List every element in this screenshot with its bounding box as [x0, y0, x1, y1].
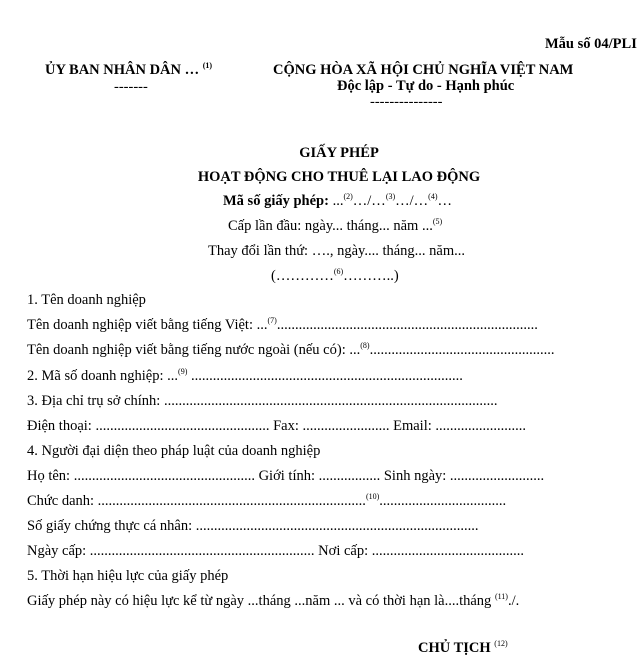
- license-code-line: [223, 193, 452, 210]
- section-1-foreign-text: Tên doanh nghiệp viết bằng tiếng nước ngoài (nếu có): ...: [27, 342, 361, 358]
- section-5-end: ./.: [507, 593, 520, 609]
- license-code-label: Mã số giấy phép:: [223, 193, 329, 209]
- license-code-part: …: [437, 193, 452, 209]
- authority-note: (1): [202, 61, 213, 71]
- note-4: (4): [428, 192, 438, 202]
- section-5-text: Giấy phép này có hiệu lực kể từ ngày ...tháng ...năm ... và có thời hạn là....tháng: [27, 593, 495, 609]
- section-3-text: 3. Địa chỉ trụ sở chính:: [27, 393, 164, 409]
- authority-name: [45, 62, 212, 79]
- note-7: (7): [267, 316, 277, 326]
- note-8: (8): [360, 341, 370, 351]
- section-5-text-line: [27, 593, 519, 610]
- note-5: (5): [432, 217, 443, 227]
- signature-title: CHỦ TỊCH: [418, 640, 491, 656]
- form-number: Mẫu số 04/PLI: [545, 36, 637, 52]
- first-issue-text: Cấp lần đầu: ngày... tháng... năm ...: [228, 218, 433, 234]
- country-name: CỘNG HÒA XÃ HỘI CHỦ NGHĨA VIỆT NAM: [273, 62, 574, 78]
- first-issue-line: [228, 218, 442, 235]
- section-3-contact-line: Điện thoại: ................................................ Fax: ........................ Email: .........................: [27, 418, 527, 434]
- section-1-title: 1. Tên doanh nghiệp: [27, 292, 146, 308]
- note-2: (2): [343, 192, 353, 202]
- note-9: (9): [178, 367, 188, 377]
- section-1-vn-text: Tên doanh nghiệp viết bằng tiếng Việt: ...: [27, 317, 268, 333]
- section-1-vn-line: [27, 317, 538, 334]
- note-11: (11): [494, 592, 508, 602]
- section-2-text: 2. Mã số doanh nghiệp: ...: [27, 368, 179, 384]
- section-5-title: 5. Thời hạn hiệu lực của giấy phép: [27, 568, 229, 584]
- authority-name-text: ỦY BAN NHÂN DÂN …: [45, 62, 200, 78]
- section-4-name-line: Họ tên: .................................................. Giới tính: ................. Sinh ngày: ..........................: [27, 468, 545, 484]
- section-1-foreign-line: [27, 342, 554, 359]
- signature-block: [418, 640, 508, 657]
- document-subtitle: HOẠT ĐỘNG CHO THUÊ LẠI LAO ĐỘNG: [197, 169, 481, 185]
- authority-rule: -------: [114, 79, 148, 95]
- section-4-position-text: Chức danh: ..........................................................................: [27, 493, 366, 509]
- section-4-position-dots: ...................................: [379, 493, 507, 509]
- section-4-position-line: [27, 493, 506, 510]
- license-code-part: …/…: [352, 193, 386, 209]
- note-10: (10): [365, 492, 380, 502]
- document-title: GIẤY PHÉP: [299, 145, 379, 161]
- license-code-part: ...: [328, 193, 344, 209]
- motto-rule: ---------------: [370, 94, 443, 110]
- paren-close: ………..): [343, 268, 399, 284]
- section-1-foreign-dots: ...................................................: [369, 342, 555, 358]
- section-2-line: [27, 368, 463, 385]
- note-12: (12): [494, 639, 508, 649]
- note-6: (6): [333, 267, 344, 277]
- national-motto: Độc lập - Tự do - Hạnh phúc: [337, 78, 515, 94]
- license-code-part: …/…: [395, 193, 429, 209]
- section-4-issue-line: Ngày cấp: .............................................................. Nơi cấp: ..........................................: [27, 543, 525, 559]
- section-4-id-line: Số giấy chứng thực cá nhân: ..............................................................................: [27, 518, 479, 534]
- section-2-dots: ...........................................................................: [187, 368, 463, 384]
- paren-open: (…………: [271, 268, 334, 284]
- section-3-dots: ............................................................................................: [163, 393, 498, 409]
- paren-line: [271, 268, 399, 285]
- note-3: (3): [385, 192, 396, 202]
- section-1-vn-dots: ........................................................................: [276, 317, 538, 333]
- section-4-title: 4. Người đại diện theo pháp luật của doanh nghiệp: [27, 443, 321, 459]
- section-3-line: [27, 393, 497, 410]
- change-line: Thay đổi lần thứ: …., ngày.... tháng... năm...: [208, 243, 465, 259]
